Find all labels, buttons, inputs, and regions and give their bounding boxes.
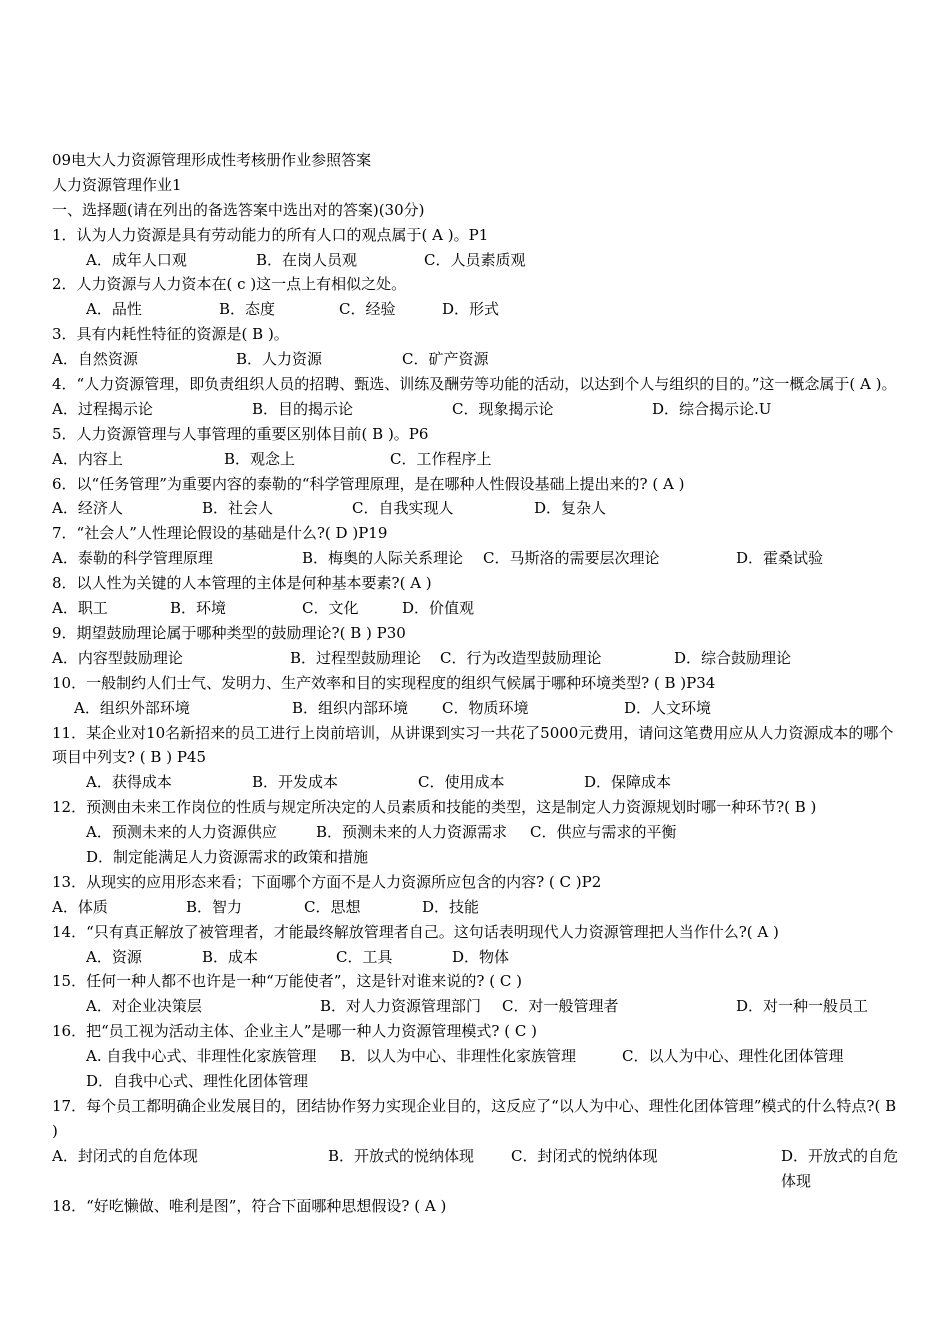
option: A. 自我中心式、非理性化家族管理 (86, 1047, 317, 1066)
option: D．开放式的自危体现 (781, 1146, 899, 1190)
option: D．形式 (442, 300, 500, 319)
question-3: 3．具有内耗性特征的资源是( B )。 (52, 325, 289, 344)
question-4: 4．“人力资源管理，即负责组织人员的招聘、甄选、训练及酬劳等功能的活动，以达到个人与组织的目的。”这一概念属于( A )。 (52, 375, 897, 394)
option: C．使用成本 (418, 773, 505, 792)
option: C．经验 (339, 300, 396, 319)
option: B．成本 (202, 947, 259, 966)
option: C．人员素质观 (424, 250, 526, 269)
section-heading: 一、选择题(请在列出的备选答案中选出对的答案)(30分) (52, 200, 425, 219)
option: B．组织内部环境 (292, 698, 409, 717)
question-13: 13．从现实的应用形态来看；下面哪个方面不是人力资源所应包含的内容? ( C )P2 (52, 872, 602, 891)
option: A．预测未来的人力资源供应 (86, 823, 277, 842)
option: C．工作程序上 (390, 449, 492, 468)
option: B．以人为中心、非理性化家族管理 (340, 1047, 577, 1066)
option: D．综合鼓励理论 (674, 648, 792, 667)
options-11 (52, 770, 900, 795)
option: C．马斯洛的需要层次理论 (483, 549, 660, 568)
option: B．目的揭示论 (252, 399, 354, 418)
question-11: 11．某企业对10名新招来的员工进行上岗前培训，从讲课到实习一共花了5000元费用，请问这笔费用应从人力资源成本的哪个项目中列支? ( B ) P45 (52, 723, 894, 767)
options-2 (52, 297, 900, 322)
option: D．综合揭示论.U (652, 399, 772, 418)
option: D．自我中心式、理性化团体管理 (86, 1072, 309, 1091)
option: A．品性 (86, 300, 142, 319)
option: D．物体 (452, 947, 510, 966)
question-2: 2．人力资源与人力资本在( c )这一点上有相似之处。 (52, 275, 407, 294)
question-1: 1．认为人力资源是具有劳动能力的所有人口的观点属于( A )。P1 (52, 225, 489, 244)
option: A．组织外部环境 (74, 698, 190, 717)
document-body (52, 148, 900, 1218)
options-16 (52, 1044, 900, 1069)
option: B．观念上 (224, 449, 296, 468)
question-7: 7．“社会人”人性理论假设的基础是什么?( D )P19 (52, 524, 388, 543)
option: B．在岗人员观 (256, 250, 358, 269)
option: C．自我实现人 (352, 499, 454, 518)
option: D．复杂人 (534, 499, 607, 518)
option: A．资源 (86, 947, 142, 966)
options-5 (52, 447, 900, 472)
option: B．梅奥的人际关系理论 (302, 549, 464, 568)
option: A．获得成本 (86, 773, 172, 792)
options-4 (52, 397, 900, 422)
option: D．制定能满足人力资源需求的政策和措施 (86, 848, 369, 866)
option: A．过程揭示论 (52, 399, 153, 418)
option: B．社会人 (202, 499, 274, 518)
assignment-title: 人力资源管理作业1 (52, 175, 182, 194)
question-18: 18．“好吃懒做、唯利是图”，符合下面哪种思想假设? ( A ) (52, 1196, 447, 1215)
question-5: 5．人力资源管理与人事管理的重要区别体目前( B )。P6 (52, 424, 429, 443)
option: C．对一般管理者 (502, 997, 619, 1016)
option: A．泰勒的科学管理原理 (52, 549, 213, 568)
option: A．对企业决策层 (86, 997, 202, 1016)
options-12 (52, 820, 900, 845)
question-17: 17．每个员工都明确企业发展目的，团结协作努力实现企业目的，这反应了“以人为中心、理性化团体管理”模式的什么特点?( B ) (52, 1096, 897, 1140)
option: C．以人为中心、理性化团体管理 (622, 1047, 844, 1066)
option: A．自然资源 (52, 350, 138, 369)
options-6 (52, 496, 900, 521)
option: D．技能 (422, 897, 480, 916)
option: C．供应与需求的平衡 (530, 823, 677, 842)
option: C．行为改造型鼓励理论 (440, 648, 602, 667)
option: A．内容上 (52, 449, 123, 468)
question-14: 14．“只有真正解放了被管理者，才能最终解放管理者自己。这句话表明现代人力资源管理把人当作什么?( A ) (52, 922, 779, 941)
question-16: 16．把“员工视为活动主体、企业主人”是哪一种人力资源管理模式? ( C ) (52, 1022, 537, 1041)
option: B．过程型鼓励理论 (290, 648, 422, 667)
option: B．智力 (186, 897, 243, 916)
document-title: 09电大人力资源管理形成性考核册作业参照答案 (52, 151, 372, 169)
option: D．保障成本 (584, 773, 672, 792)
options-7 (52, 546, 900, 571)
question-6: 6．以“任务管理”为重要内容的泰勒的“科学管理原理，是在哪种人性假设基础上提出来的? ( A ) (52, 474, 685, 493)
option: C．思想 (304, 897, 361, 916)
option: D．人文环境 (624, 698, 712, 717)
option: B．开放式的悦纳体现 (328, 1146, 475, 1165)
option: A．内容型鼓励理论 (52, 648, 183, 667)
question-9: 9．期望鼓励理论属于哪种类型的鼓励理论?( B ) P30 (52, 623, 406, 642)
question-12: 12．预测由未来工作岗位的性质与规定所决定的人员素质和技能的类型，这是制定人力资源规划时哪一种环节?( B ) (52, 798, 817, 817)
options-9 (52, 646, 900, 671)
option: D．对一种一般员工 (736, 997, 869, 1016)
option: D．霍桑试验 (736, 549, 824, 568)
options-17 (52, 1144, 900, 1190)
option: C．现象揭示论 (452, 399, 554, 418)
option: B．对人力资源管理部门 (320, 997, 482, 1016)
option: B．态度 (219, 300, 276, 319)
option: C．工具 (336, 947, 393, 966)
options-14 (52, 945, 900, 970)
option: A．封闭式的自危体现 (52, 1146, 198, 1165)
option: C．封闭式的悦纳体现 (511, 1146, 658, 1165)
option: D．价值观 (402, 599, 475, 618)
option: B．人力资源 (236, 350, 323, 369)
option: A．职工 (52, 599, 108, 618)
option: C．矿产资源 (402, 350, 489, 369)
options-8 (52, 596, 900, 621)
option: A．经济人 (52, 499, 123, 518)
options-1 (52, 248, 900, 273)
option: B．开发成本 (252, 773, 339, 792)
question-10: 10．一般制约人们士气、发明力、生产效率和目的实现程度的组织气候属于哪种环境类型? ( B )P34 (52, 673, 716, 692)
question-15: 15．任何一种人都不也许是一种“万能使者”，这是针对谁来说的? ( C ) (52, 972, 522, 991)
question-8: 8．以人性为关键的人本管理的主体是何种基本要素?( A ) (52, 574, 432, 593)
options-13 (52, 895, 900, 920)
option: A．体质 (52, 897, 108, 916)
options-3 (52, 347, 900, 372)
option: B．预测未来的人力资源需求 (316, 823, 508, 842)
option: A．成年人口观 (86, 250, 187, 269)
option: C．物质环境 (442, 698, 529, 717)
option: B．环境 (170, 599, 227, 618)
options-15 (52, 994, 900, 1019)
options-10 (52, 696, 900, 721)
option: C．文化 (302, 599, 359, 618)
